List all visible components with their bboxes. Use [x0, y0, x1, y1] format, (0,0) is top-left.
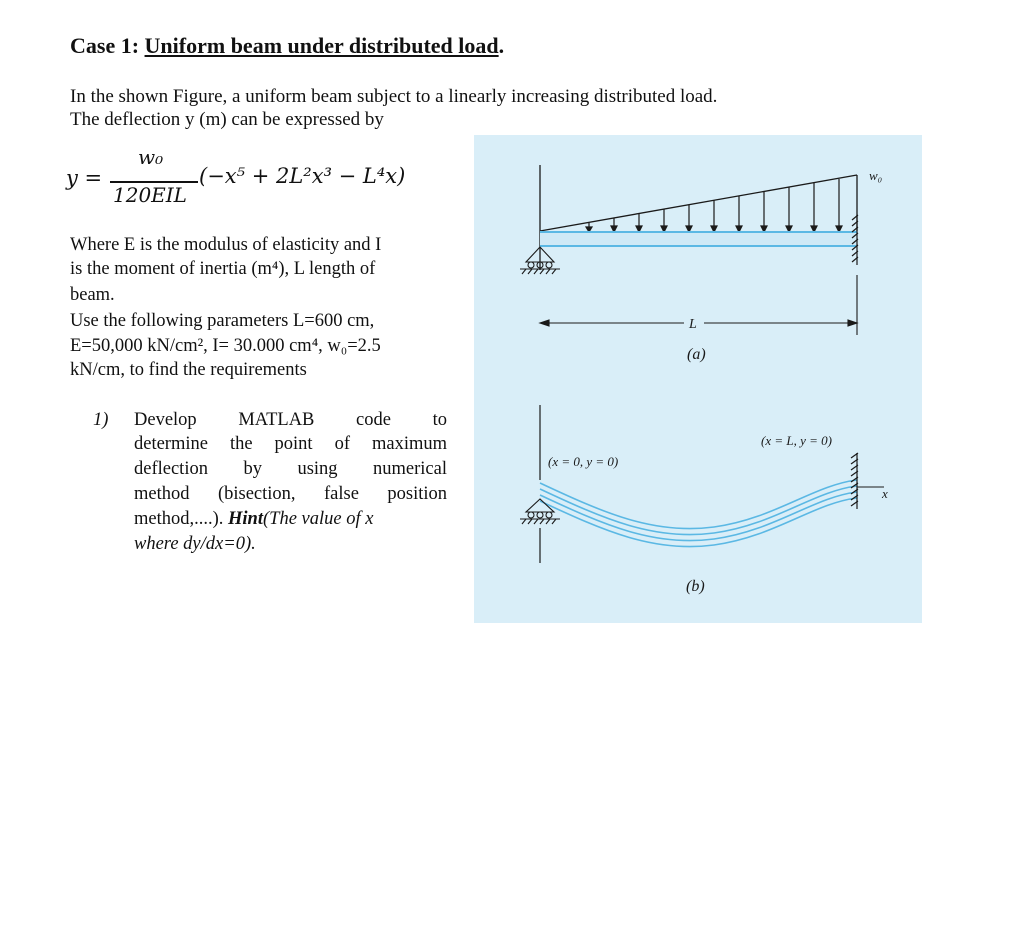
equation-numerator: w₀	[138, 145, 164, 169]
task-line-5: method,....). Hint(The value of x	[134, 509, 374, 529]
definition-line-2: is the moment of inertia (m⁴), L length of	[70, 259, 376, 279]
definition-line-1: Where E is the modulus of elasticity and I	[70, 235, 382, 255]
span-label: L	[689, 317, 697, 332]
intro-line-2: The deflection y (m) can be expressed by	[70, 109, 384, 130]
beam-a	[540, 232, 857, 246]
right-boundary-condition: (x = L, y = 0)	[761, 433, 832, 448]
task-line-6: where dy/dx=0).	[134, 534, 256, 554]
parameters-line-3: kN/cm, to find the requirements	[70, 360, 307, 380]
intro-line-1: In the shown Figure, a uniform beam subject to a linearly increasing distributed load.	[70, 86, 718, 107]
beam-figure	[474, 135, 922, 623]
parameters-line-1: Use the following parameters L=600 cm,	[70, 311, 375, 331]
task-line-2: determine the point of maximum	[134, 434, 447, 454]
equation-denominator: 120EIL	[113, 183, 187, 207]
page-title: Case 1: Uniform beam under distributed load.	[70, 33, 505, 58]
task-line-1: Develop MATLAB code to	[134, 410, 447, 430]
equation-polynomial: (−x⁵ + 2L²x³ − L⁴x)	[199, 164, 406, 188]
figure-panel	[474, 135, 922, 623]
left-boundary-condition: (x = 0, y = 0)	[548, 454, 619, 469]
parameters-line-2: E=50,000 kN/cm², I= 30.000 cm⁴, w₀=2.5	[70, 336, 381, 356]
caption-a: (a)	[687, 346, 706, 363]
equation-lhs: y =	[66, 166, 103, 190]
task-line-4: method (bisection, false position	[134, 484, 447, 504]
caption-b: (b)	[686, 578, 705, 595]
definition-line-3: beam.	[70, 285, 115, 305]
task-number: 1)	[93, 410, 109, 430]
load-label: w₀	[869, 168, 883, 183]
task-line-3: deflection by using numerical	[134, 459, 447, 479]
x-axis-label: x	[882, 486, 888, 501]
